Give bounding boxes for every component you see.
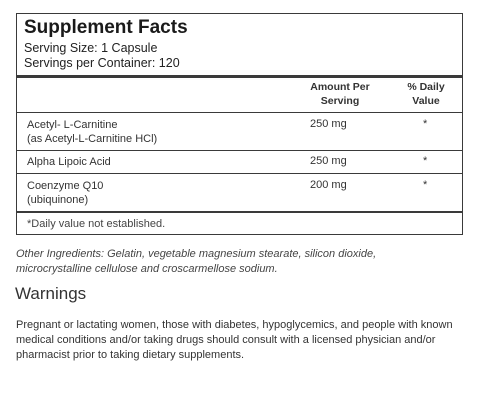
dv-header-line1: % Daily bbox=[407, 81, 445, 93]
ingredient-name-line1: Acetyl- L-Carnitine bbox=[27, 119, 118, 131]
ingredient-daily-value: * bbox=[423, 155, 428, 167]
ingredient-name: Alpha Lipoic Acid bbox=[27, 156, 111, 168]
ingredient-name-line2: (as Acetyl-L-Carnitine HCl) bbox=[27, 133, 158, 145]
divider bbox=[17, 112, 462, 113]
ingredient-name bbox=[27, 118, 157, 146]
thick-divider bbox=[17, 75, 462, 78]
ingredient-name-line2: (ubiquinone) bbox=[27, 194, 89, 206]
facts-title: Supplement Facts bbox=[24, 17, 188, 38]
warnings-heading: Warnings bbox=[15, 284, 87, 303]
amount-header-line1: Amount Per bbox=[310, 81, 370, 93]
divider bbox=[17, 150, 462, 151]
ingredient-amount: 250 mg bbox=[310, 118, 347, 130]
divider bbox=[17, 211, 462, 213]
serving-size: Serving Size: 1 Capsule bbox=[24, 41, 158, 55]
servings-per-container: Servings per Container: 120 bbox=[24, 56, 180, 70]
supplement-facts-panel bbox=[16, 13, 463, 235]
daily-value-header bbox=[393, 80, 459, 108]
ingredient-daily-value: * bbox=[423, 118, 428, 130]
amount-header-line2: Serving bbox=[320, 95, 360, 107]
ingredient-amount: 250 mg bbox=[310, 155, 347, 167]
footnote: *Daily value not established. bbox=[27, 218, 166, 230]
ingredient-daily-value: * bbox=[423, 179, 428, 191]
divider bbox=[17, 173, 462, 174]
ingredient-amount: 200 mg bbox=[310, 179, 347, 191]
ingredient-name bbox=[27, 179, 103, 207]
ingredient-name-line1: Coenzyme Q10 bbox=[27, 180, 104, 192]
warnings-text: Pregnant or lactating women, those with diabetes, hypoglycemics, and people with known medical conditions and/or taking drugs should consult with a licensed physician and/or pharmacist prior to taking dietary supplements. bbox=[16, 319, 453, 361]
dv-header-line2: Value bbox=[412, 95, 440, 107]
amount-per-serving-header bbox=[303, 80, 377, 108]
other-ingredients: Other Ingredients: Gelatin, vegetable magnesium stearate, silicon dioxide, microcrystalline cellulose and croscarmellose sodium. bbox=[16, 248, 377, 275]
